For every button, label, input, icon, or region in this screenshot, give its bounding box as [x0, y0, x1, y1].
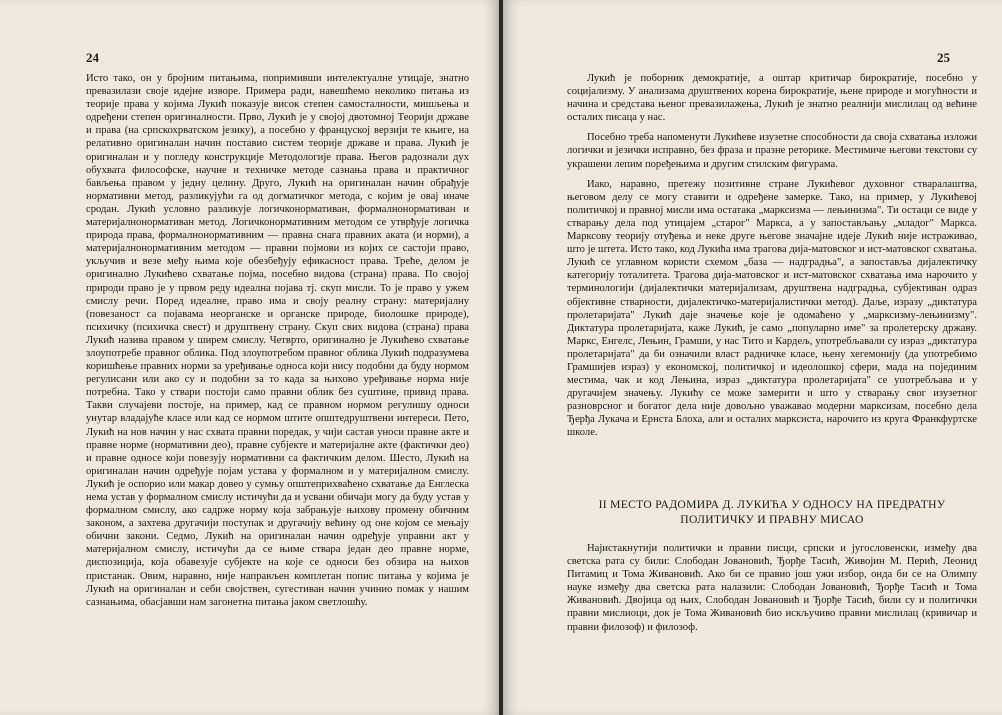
- section-heading: [567, 497, 977, 527]
- paragraph: Иако, наравно, претежу позитивне стране Лукићевог духовног стваралаштва, његовом делу се могу ставити и одређене замерке. Тако, на пример, у Лукићевој политичкој и правној мисли има остатака „марксизма — лењинизма". Ти остаци се виде у стварању дела под утицајем „старог" Маркса, а у запостављању „младог" Маркса. Марксову теорију отуђења и неке друге његове значајне идеје Лукић није истраживао, што је штета. Исто тако, код Лукића има трагова дија-матовског и ист-матовског схватања. Лукић се углавном користи схемом „база — надградња", а запоставља дијалектичку категорију тоталитета. Трагова дија-матовског и ист-матовског схватања има нарочито у терминологији (дијалектички материјализам, друштвена надградња, субјективан одраз објективне стварности, дијалектичко-материјалистички метод). Даље, изразу „диктатура пролетаријата" Лукић даје значење које је одомаћено у „марксизму-лењинизму". Диктатура пролетаријата, каже Лукић, је само „популарно име" за пролетерску државу. Маркс, Енгелс, Лењин, Грамши, у нас Тито и Кардељ, употребљавали су израз „диктатура пролетаријата" да би означили власт радничке класе, њену хегемонију (да употребимо Грамшијев израз) у економској, политичкој и идеолошкој сфери, мада на појединим местима, чак и код Лењина, израз „диктатура пролетаријата" се употребљава и у другачијем значењу. Лукићу се може замерити и што у стварању свог изузетног разноврсног и богатог дела није довољно уважавао модерни марксизам, посебно дела Ђерђа Лукача и Ернста Блоха, али и осталих марксиста, нарочито из круга Франкфуртске школе.: [567, 178, 977, 439]
- left-page-body: [86, 72, 469, 609]
- page-number-right: 25: [937, 50, 950, 65]
- right-page-body: [567, 72, 977, 440]
- left-page: [0, 0, 499, 715]
- page-number-left: 24: [86, 50, 99, 65]
- paragraph: Најистакнутији политички и правни писци, српски и југословенски, између два светска рата су били: Слободан Јовановић, Ђорђе Тасић, Живојин М. Перић, Леонид Питамиц и Тома Живановић. Ако би се правио још ужи избор, онда би се на Олимпу науке између два светска рата налазили: Слободан Јовановић, Ђорђе Тасић и Тома Живановић. Двојица од њих, Слободан Јовановић и Ђорђе Тасић, били су и политички правни мислиоци, док је Тома Живановић био искључиво правни мислилац (кривичар и правни филозоф) и филозоф.: [567, 543, 977, 633]
- paragraph: Посебно треба напоменути Лукићеве изузетне способности да своја схватања изложи логички и језички исправно, без фраза и празне реторике. Местимиче његови текстови су украшени лепим поређењима и другим стилским фигурама.: [567, 132, 977, 170]
- paragraph: Лукић је поборник демократије, а оштар критичар бирократије, посебно у социјализму. У анализама друштвених корена бирократије, њене природе и могућности и начина и средстава њеног превазилажења, Лукић је знатно реалнији мислилац од већине осталих писаца у нас.: [567, 73, 977, 124]
- section-heading-line: II МЕСТО РАДОМИРА Д. ЛУКИЋА У ОДНОСУ НА ПРЕДРАТНУ: [598, 498, 946, 511]
- paragraph: Исто тако, он у бројним питањима, попримивши интелектуалне утицаје, знатно превазилази своје идејне изворе. Примера ради, навешћемо неколико питања из теорије права у којима Лукић показује висок степен самосталности, мишљења и одређени степен оригиналности. Прво, Лукић је у својој двотомној Теорији државе и права (на српскохрватском језику), а посебно у француској верзији те књиге, на релативно оригиналан начин поставио систем теорије државе и права. Лукић је оригиналан и у погледу конструкције Методологије права. Његов радознали дух обухвата философске, научне и техничке методе сазнања права и практичног бављења правом у једну целину. Друго, Лукић на оригиналан начин обрађује нормативни метод, разликујући га од догматичког метода, с којим је овај иначе сродан. Лукић условно разликује логичконормативан, формалнонормативан и материјалнонормативан метод. Логичконормативним методом се утврђује логичка природа права, формалнонормативним — правна снага правних аката (и норми), а материјалнонормативним методом — правни појмови из којих се састоји право, укључив и везе међу њима које обезбеђују ефикасност права. Треће, делом је оригинално Лукићево схватање појма, посебно видова (страна) права. По својој природи право је у првом реду идеална појава тј. скуп мисли. То је право у ужем смислу речи. Поред идеалне, право има и своју реалну страну: материјалну (повезаност са појавама неорганске и органске природе, биолошке природе), психичку (психичка свест) и друштвену страну. Скуп свих видова (страна) права Лукић назива правом у ширем смислу. Четврто, оригинално је Лукићево схватање злоупотребе правног облика. Под злоупотребом правног облика Лукић подразумева коришћење правних норми за уређивање односа који нису подобни да буду нормом регулисани или ако су и подобни за то када за њихово уређивање норма није потребна. Тако у ствари постоји само правни облик без суштине, привид права. Такви случајеви постоје, на пример, кад се правном нормом регулишу односи унутар владајуће класе или кад се нормом штите општедруштвени интереси. Пето, Лукић на нов начин у нас схвата правни поредак, у чији састав уноси правне акте и правне норме (нормативни део), правне субјекте и материјалне акте (фактички део) и правне односе који повезују нормативни са фактичким делом. Шесто, Лукић на оригиналан начин одређује појам устава у формалном и у материјалном смислу. Лукић је оспорио или макар довео у сумњу општеприхваћено схватање да Енглеска нема устав у формалном смислу истичући да и усвани обичаји могу да буду устав у формалном смислу, ако садрже норму која забрањује њихову промену обичним законом, а захтева другачији поступак и другачију већину од оне којом се мењају обични закони. Седмо, Лукић на оригиналан начин одређује управни акт у материјалном смислу, истичући да се њиме ствара један део правне норме, диспозиција, која обавезује субјекте на које се односи без обзира на њихов пристанак. Овим, наравно, није направљен комплетан попис питања у којима је Лукић на оригиналан и себи својствен, сугестиван начин учинио помак у нашим сазнањима, обасјавши нам загонетна питања јаком светлошћу.: [86, 73, 469, 608]
- section-body: [567, 542, 977, 634]
- right-page: [503, 0, 1002, 715]
- section-heading-line: ПОЛИТИЧКУ И ПРАВНУ МИСАО: [680, 513, 864, 526]
